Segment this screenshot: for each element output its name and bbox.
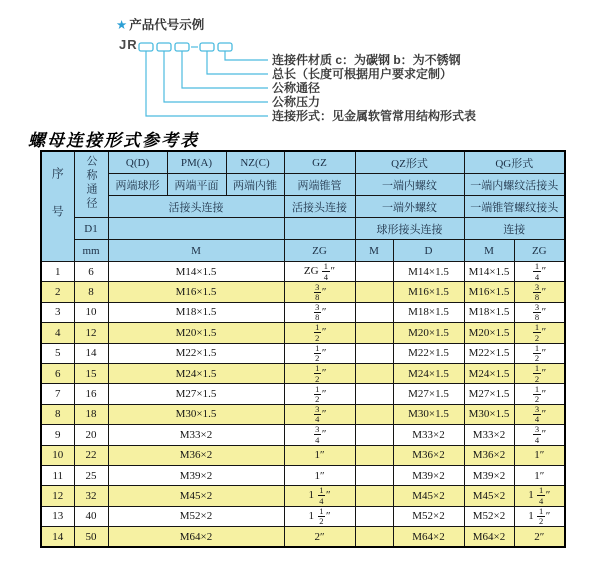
cell-seq: 9 <box>41 425 74 445</box>
leader-line-pressure <box>164 51 268 102</box>
fraction: $\frac{3}{8}$ <box>315 302 320 323</box>
cell-qz-m <box>355 323 393 343</box>
cell-seq: 13 <box>41 506 74 526</box>
star-icon: ★ <box>116 18 128 32</box>
cell-qz-d: M30×1.5 <box>393 404 464 424</box>
cell-seq: 5 <box>41 343 74 363</box>
header-gz: GZ <box>284 151 355 174</box>
table-row <box>41 262 565 282</box>
header-nz: NZ(C) <box>226 151 284 174</box>
product-code-prefix: JR <box>119 37 138 52</box>
fraction: $\frac{1}{4}$ <box>538 485 544 506</box>
cell-qz-d: M52×2 <box>393 506 464 526</box>
cell-qg-m: M27×1.5 <box>464 384 514 404</box>
cell-dn: 8 <box>74 282 108 302</box>
table-row <box>41 486 565 506</box>
cell-qz-m <box>355 527 393 548</box>
table-row <box>41 527 565 548</box>
cell-qg-zg: $\frac{1}{2}$ ″ <box>514 384 565 404</box>
cell-qg-m: M30×1.5 <box>464 404 514 424</box>
table-row <box>41 425 565 445</box>
cell-qz-d: M22×1.5 <box>393 343 464 363</box>
cell-qz-m <box>355 262 393 282</box>
table-row <box>41 302 565 322</box>
cell-qg-m: M22×1.5 <box>464 343 514 363</box>
header-nz-desc: 两端内锥 <box>226 174 284 196</box>
cell-qz-m <box>355 404 393 424</box>
cell-m: M36×2 <box>108 445 284 465</box>
cell-qz-d: M64×2 <box>393 527 464 548</box>
fraction: $\frac{3}{8}$ <box>534 302 540 323</box>
header-pm: PM(A) <box>167 151 226 174</box>
cell-qg-m: M14×1.5 <box>464 262 514 282</box>
table-row <box>41 363 565 383</box>
cell-gz: $\frac{3}{4}$ ″ <box>284 404 355 424</box>
fraction: $\frac{1}{2}$ <box>534 383 540 405</box>
header-m-group: M <box>108 240 284 262</box>
cell-seq: 12 <box>41 486 74 506</box>
fraction: $\frac{1}{2}$ <box>315 363 320 384</box>
table-row <box>41 343 565 363</box>
cell-seq: 8 <box>41 404 74 424</box>
label-connection-form: 连接形式：见金属软管常用结构形式表 <box>272 109 477 123</box>
cell-m: M33×2 <box>108 425 284 445</box>
header-gz-zg: ZG <box>284 240 355 262</box>
cell-qg-zg: $\frac{1}{4}$ ″ <box>514 262 565 282</box>
header-nominal-diameter: 公称通径 <box>74 151 108 218</box>
cell-qz-m <box>355 363 393 383</box>
cell-seq: 4 <box>41 323 74 343</box>
cell-gz: $\frac{1}{2}$ ″ <box>284 343 355 363</box>
cell-m: M14×1.5 <box>108 262 284 282</box>
label-total-length: 总长（长度可根据用户要求定制） <box>272 67 453 81</box>
table-title: 螺母连接形式参考表 <box>28 131 199 151</box>
code-box-2 <box>157 43 171 51</box>
cell-qg-zg: $\frac{3}{4}$ ″ <box>514 425 565 445</box>
cell-qg-m: M45×2 <box>464 486 514 506</box>
fraction: $\frac{3}{4}$ <box>315 424 320 445</box>
cell-qg-zg: 1 $\frac{1}{4}$ ″ <box>514 486 565 506</box>
cell-qz-m <box>355 445 393 465</box>
cell-m: M20×1.5 <box>108 323 284 343</box>
cell-gz: $\frac{3}{8}$ ″ <box>284 282 355 302</box>
cell-dn: 6 <box>74 262 108 282</box>
fraction: $\frac{1}{2}$ <box>315 343 320 364</box>
cell-gz: 1 $\frac{1}{2}$ ″ <box>284 506 355 526</box>
cell-dn: 25 <box>74 465 108 485</box>
table-row <box>41 404 565 424</box>
product-code-example-text: 产品代号示例 <box>129 18 205 32</box>
cell-qz-d: M18×1.5 <box>393 302 464 322</box>
fraction: $\frac{3}{4}$ <box>315 404 320 425</box>
header-seq: 序号 <box>41 151 74 262</box>
code-box-4 <box>200 43 214 51</box>
fraction: $\frac{3}{8}$ <box>534 281 540 303</box>
cell-qz-m <box>355 506 393 526</box>
table-row <box>41 465 565 485</box>
cell-gz: 1″ <box>284 445 355 465</box>
cell-seq: 11 <box>41 465 74 485</box>
cell-gz: 1 $\frac{1}{4}$ ″ <box>284 486 355 506</box>
cell-qg-m: M16×1.5 <box>464 282 514 302</box>
cell-m: M18×1.5 <box>108 302 284 322</box>
header-gz-joint: 活接头连接 <box>284 196 355 218</box>
cell-qz-d: M20×1.5 <box>393 323 464 343</box>
nut-connection-reference-table <box>40 150 566 548</box>
header-qg-m: M <box>464 240 514 262</box>
label-nominal-pressure: 公称压力 <box>272 95 321 109</box>
cell-qg-zg: $\frac{3}{8}$ ″ <box>514 282 565 302</box>
cell-qg-zg: $\frac{3}{4}$ ″ <box>514 404 565 424</box>
header-union-joint: 活接头连接 <box>108 196 284 218</box>
leader-line-length <box>207 51 268 74</box>
cell-dn: 20 <box>74 425 108 445</box>
cell-gz: ZG $\frac{1}{4}$ ″ <box>284 262 355 282</box>
cell-seq: 6 <box>41 363 74 383</box>
cell-seq: 7 <box>41 384 74 404</box>
fraction: $\frac{1}{4}$ <box>319 485 324 506</box>
fraction: $\frac{1}{2}$ <box>534 322 540 343</box>
cell-dn: 50 <box>74 527 108 548</box>
cell-qz-m <box>355 343 393 363</box>
cell-qg-m: M36×2 <box>464 445 514 465</box>
cell-gz: $\frac{1}{2}$ ″ <box>284 384 355 404</box>
header-empty-gz <box>284 218 355 240</box>
cell-m: M22×1.5 <box>108 343 284 363</box>
header-qg-connection: 连接 <box>464 218 565 240</box>
cell-qz-d: M14×1.5 <box>393 262 464 282</box>
cell-gz: 2″ <box>284 527 355 548</box>
fraction: $\frac{3}{4}$ <box>534 424 540 445</box>
cell-m: M45×2 <box>108 486 284 506</box>
table-row <box>41 384 565 404</box>
cell-qz-m <box>355 465 393 485</box>
header-qz-outer-thread: 一端外螺纹 <box>355 196 464 218</box>
code-box-3 <box>175 43 189 51</box>
label-nominal-diameter: 公称通径 <box>272 81 321 95</box>
cell-qz-d: M39×2 <box>393 465 464 485</box>
leader-line-material <box>225 51 268 60</box>
cell-qg-zg: 1 $\frac{1}{2}$ ″ <box>514 506 565 526</box>
cell-gz: $\frac{3}{4}$ ″ <box>284 425 355 445</box>
cell-gz: 1″ <box>284 465 355 485</box>
cell-m: M52×2 <box>108 506 284 526</box>
cell-qz-d: M27×1.5 <box>393 384 464 404</box>
cell-qg-zg: $\frac{3}{8}$ ″ <box>514 302 565 322</box>
fraction: $\frac{1}{2}$ <box>538 506 544 527</box>
cell-m: M27×1.5 <box>108 384 284 404</box>
header-qg-zg: ZG <box>514 240 565 262</box>
table-body <box>41 262 565 548</box>
header-empty-m-group <box>108 218 284 240</box>
table-row <box>41 323 565 343</box>
cell-qg-m: M33×2 <box>464 425 514 445</box>
cell-qg-m: M20×1.5 <box>464 323 514 343</box>
cell-qg-zg: 2″ <box>514 527 565 548</box>
cell-dn: 10 <box>74 302 108 322</box>
cell-qz-d: M16×1.5 <box>393 282 464 302</box>
fraction: $\frac{1}{4}$ <box>534 261 540 282</box>
cell-dn: 15 <box>74 363 108 383</box>
cell-seq: 14 <box>41 527 74 548</box>
header-qz-connection: 球形接头连接 <box>355 218 464 240</box>
cell-qz-m <box>355 425 393 445</box>
cell-m: M24×1.5 <box>108 363 284 383</box>
cell-qg-zg: 1″ <box>514 465 565 485</box>
code-box-5 <box>218 43 232 51</box>
cell-qg-m: M39×2 <box>464 465 514 485</box>
cell-seq: 10 <box>41 445 74 465</box>
header-gz-desc: 两端锥管 <box>284 174 355 196</box>
cell-qz-m <box>355 282 393 302</box>
cell-dn: 22 <box>74 445 108 465</box>
cell-dn: 12 <box>74 323 108 343</box>
table-row <box>41 445 565 465</box>
cell-qg-m: M64×2 <box>464 527 514 548</box>
cell-qg-zg: $\frac{1}{2}$ ″ <box>514 363 565 383</box>
cell-gz: $\frac{3}{8}$ ″ <box>284 302 355 322</box>
header-qz-inner-thread: 一端内螺纹 <box>355 174 464 196</box>
header-q-desc: 两端球形 <box>108 174 167 196</box>
cell-qz-m <box>355 302 393 322</box>
cell-gz: $\frac{1}{2}$ ″ <box>284 363 355 383</box>
table-row <box>41 506 565 526</box>
label-connector-material: 连接件材质 c：为碳钢 b：为不锈钢 <box>272 53 461 67</box>
cell-qz-d: M33×2 <box>393 425 464 445</box>
fraction: $\frac{1}{4}$ <box>323 261 329 282</box>
header-pm-desc: 两端平面 <box>167 174 226 196</box>
cell-qz-d: M24×1.5 <box>393 363 464 383</box>
code-box-1 <box>139 43 153 51</box>
cell-qg-zg: $\frac{1}{2}$ ″ <box>514 323 565 343</box>
header-d1: D1 <box>74 218 108 240</box>
header-unit-mm: mm <box>74 240 108 262</box>
cell-qg-m: M52×2 <box>464 506 514 526</box>
cell-m: M16×1.5 <box>108 282 284 302</box>
cell-dn: 32 <box>74 486 108 506</box>
header-qg-taper-joint: 一端锥管螺纹接头 <box>464 196 565 218</box>
fraction: $\frac{3}{8}$ <box>315 281 320 303</box>
cell-m: M30×1.5 <box>108 404 284 424</box>
cell-qz-m <box>355 486 393 506</box>
cell-dn: 40 <box>74 506 108 526</box>
cell-m: M64×2 <box>108 527 284 548</box>
cell-qg-m: M24×1.5 <box>464 363 514 383</box>
table-header <box>41 151 565 262</box>
cell-seq: 2 <box>41 282 74 302</box>
fraction: $\frac{1}{2}$ <box>534 343 540 364</box>
cell-dn: 16 <box>74 384 108 404</box>
cell-qg-m: M18×1.5 <box>464 302 514 322</box>
fraction: $\frac{1}{2}$ <box>319 506 324 527</box>
cell-dn: 14 <box>74 343 108 363</box>
cell-qg-zg: $\frac{1}{2}$ ″ <box>514 343 565 363</box>
cell-m: M39×2 <box>108 465 284 485</box>
header-qg-form: QG形式 <box>464 151 565 174</box>
cell-seq: 3 <box>41 302 74 322</box>
header-qz-m: M <box>355 240 393 262</box>
cell-gz: $\frac{1}{2}$ ″ <box>284 323 355 343</box>
cell-qz-d: M36×2 <box>393 445 464 465</box>
fraction: $\frac{1}{2}$ <box>534 363 540 384</box>
fraction: $\frac{3}{4}$ <box>534 404 540 425</box>
fraction: $\frac{1}{2}$ <box>315 383 320 405</box>
header-qz-d: D <box>393 240 464 262</box>
cell-qz-m <box>355 384 393 404</box>
cell-dn: 18 <box>74 404 108 424</box>
header-qg-inner-union: 一端内螺纹活接头 <box>464 174 565 196</box>
table-row <box>41 282 565 302</box>
fraction: $\frac{1}{2}$ <box>315 322 320 343</box>
cell-seq: 1 <box>41 262 74 282</box>
header-q: Q(D) <box>108 151 167 174</box>
header-qz-form: QZ形式 <box>355 151 464 174</box>
cell-qz-d: M45×2 <box>393 486 464 506</box>
cell-qg-zg: 1″ <box>514 445 565 465</box>
